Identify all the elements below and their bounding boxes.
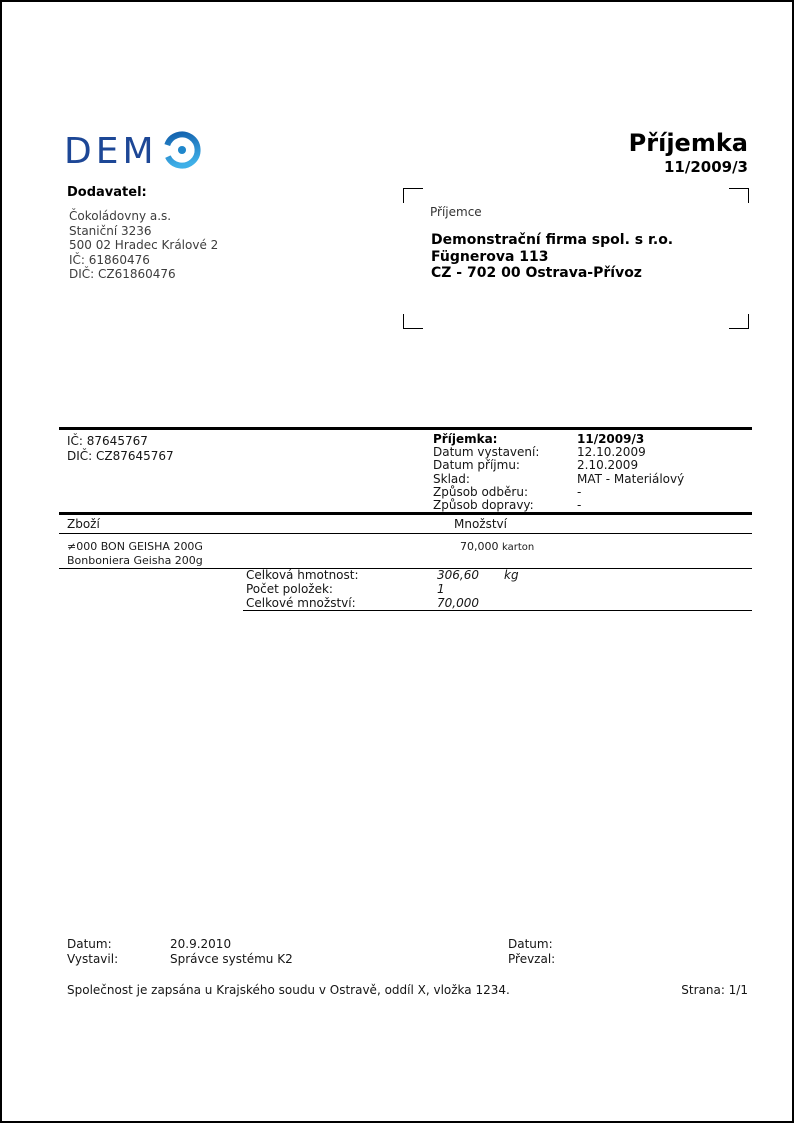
logo-ring-dot-icon (160, 128, 204, 176)
sig-label: Datum: (67, 937, 112, 951)
recipient-dic: DIČ: CZ87645767 (67, 448, 174, 463)
info-label: Datum vystavení: (433, 445, 540, 460)
recipient-address (431, 232, 673, 282)
divider-info-top (59, 427, 752, 430)
total-quantity-row (246, 597, 519, 611)
sig-label: Převzal: (508, 952, 556, 966)
corner-mark-bottom-left-icon (403, 314, 423, 329)
company-logo (64, 126, 204, 176)
recipient-ic: IČ: 87645767 (67, 434, 148, 448)
info-value: 2.10.2009 (577, 458, 639, 473)
column-header-goods: Zboží (67, 517, 100, 531)
info-label: Datum příjmu: (433, 458, 520, 473)
supplier-dic: DIČ: CZ61860476 (69, 267, 176, 281)
sig-value: Správce systému K2 (170, 952, 293, 966)
info-row-receipt-date (433, 459, 684, 472)
total-unit: kg (504, 568, 519, 582)
divider-totals-bottom (243, 610, 752, 611)
item-row-code: ≠000 BON GEISHA 200G (67, 540, 203, 553)
info-value: - (577, 484, 582, 499)
corner-mark-top-right-icon (729, 188, 749, 203)
info-value: MAT - Materiálový (577, 471, 685, 486)
total-label: Celková hmotnost: (246, 568, 359, 582)
info-row-transport-method (433, 499, 684, 512)
info-value: - (577, 498, 582, 513)
receive-date-row (508, 937, 598, 952)
corner-mark-top-left-icon (403, 188, 423, 203)
totals-block (246, 569, 519, 611)
corner-mark-bottom-right-icon (729, 314, 749, 329)
recipient-street: Fügnerova 113 (431, 248, 549, 265)
total-label: Počet položek: (246, 581, 333, 596)
item-quantity-unit: karton (502, 542, 535, 553)
info-value: 11/2009/3 (577, 432, 645, 446)
item-quantity-value: 70,000 (460, 540, 499, 553)
supplier-address (69, 209, 218, 282)
total-value: 70,000 (437, 595, 479, 610)
supplier-name: Čokoládovny a.s. (69, 209, 172, 223)
received-by-row (508, 952, 598, 967)
divider-header-bottom (59, 533, 752, 534)
info-row-warehouse (433, 473, 684, 486)
supplier-street: Staniční 3236 (69, 223, 152, 238)
info-label: Způsob dopravy: (433, 498, 534, 513)
logo-text: DEM (64, 130, 158, 172)
supplier-heading: Dodavatel: (67, 185, 147, 200)
document-title-block (428, 130, 748, 176)
info-label: Způsob odběru: (433, 484, 529, 499)
total-label: Celkové množství: (246, 595, 356, 610)
issue-date-row (67, 937, 293, 952)
supplier-ic: IČ: 61860476 (69, 252, 150, 267)
company-registration-note: Společnost je zapsána u Krajského soudu v Ostravě, oddíl X, vložka 1234. (67, 983, 510, 997)
item-count-row (246, 583, 519, 597)
sig-label: Datum: (508, 937, 553, 951)
sig-value: 20.9.2010 (170, 937, 232, 951)
item-row-name: Bonboniera Geisha 200g (67, 554, 203, 567)
document-info-table (433, 433, 684, 512)
info-value: 12.10.2009 (577, 445, 646, 460)
item-row-quantity (460, 540, 534, 553)
issued-by-row (67, 952, 293, 967)
recipient-name: Demonstrační firma spol. s r.o. (431, 232, 674, 248)
page-number: Strana: 1/1 (681, 983, 748, 997)
receiver-signature-block (508, 937, 598, 967)
total-weight-row (246, 569, 519, 583)
supplier-city: 500 02 Hradec Králové 2 (69, 238, 219, 252)
divider-table-top (59, 512, 752, 515)
column-header-quantity: Množství (454, 517, 507, 531)
recipient-label: Příjemce (430, 205, 482, 219)
sig-label: Vystavil: (67, 952, 119, 966)
total-value: 1 (437, 581, 445, 596)
document-title: Příjemka (628, 129, 748, 157)
document-number: 11/2009/3 (663, 158, 748, 176)
info-label: Příjemka: (433, 432, 498, 446)
recipient-tax-ids (67, 434, 174, 463)
recipient-city: CZ - 702 00 Ostrava-Přívoz (431, 265, 642, 281)
issuer-signature-block (67, 937, 293, 967)
total-value: 306,60 (437, 568, 479, 582)
info-label: Sklad: (433, 471, 470, 486)
